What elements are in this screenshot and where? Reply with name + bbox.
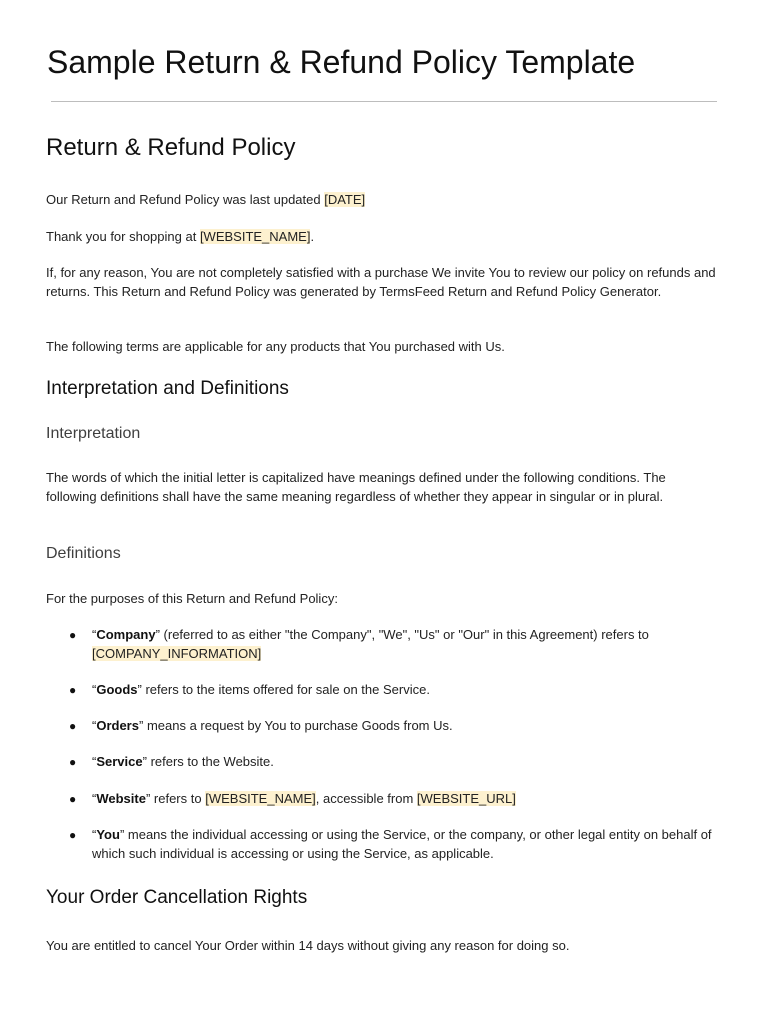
thanks-text: Thank you for shopping at [46,229,200,244]
website-name-placeholder: [WEBSITE_NAME] [199,229,311,244]
definition-term-you: You [96,827,120,842]
definition-middle-text-website: , accessible from [315,791,417,806]
date-placeholder: [DATE] [324,192,366,207]
website-name-placeholder: [WEBSITE_NAME] [205,791,316,806]
cancellation-heading: Your Order Cancellation Rights [46,887,308,908]
document-title: Sample Return & Refund Policy Template [47,44,636,80]
policy-heading: Return & Refund Policy [46,134,296,161]
open-quote: “ [92,791,97,806]
open-quote: “ [92,827,97,842]
definition-term-orders: Orders [96,718,139,733]
bullet-icon: ● [69,792,77,806]
definition-text-orders: means a request by You to purchase Goods from Us. [143,718,453,733]
definition-text-you: means the individual accessing or using the Service, or the company, or other legal entity on behalf of which such individual is accessing or using the Service, as applicable. [92,827,712,861]
terms-applicable-paragraph: The following terms are applicable for any products that You purchased with Us. [46,339,505,354]
last-updated-paragraph [46,191,718,210]
definition-term-company: Company [96,627,156,642]
close-quote: ” [142,754,147,769]
definitions-intro-paragraph: For the purposes of this Return and Refund Policy: [46,591,338,606]
close-quote: ” [119,827,125,842]
thanks-paragraph [46,228,718,247]
definition-item-goods [69,681,718,700]
definition-text-goods: refers to the items offered for sale on the Service. [141,682,430,697]
thanks-period: . [310,229,315,244]
website-url-placeholder: [WEBSITE_URL] [416,791,516,806]
open-quote: “ [92,718,97,733]
definition-item-company [69,626,718,663]
definition-text-website: refers to [150,791,206,806]
title-divider [51,101,717,102]
interpretation-definitions-heading: Interpretation and Definitions [46,378,289,399]
interpretation-heading: Interpretation [46,425,141,442]
bullet-icon: ● [69,755,77,769]
definition-item-orders [69,717,718,736]
definition-item-website [69,790,718,809]
company-information-placeholder: [COMPANY_INFORMATION] [92,645,262,661]
definition-item-service [69,753,718,772]
bullet-icon: ● [69,719,77,733]
open-quote: “ [92,682,97,697]
close-quote: ” [155,627,160,642]
close-quote: ” [137,682,142,697]
definition-term-website: Website [96,791,146,806]
definition-text-service: refers to the Website. [146,754,274,769]
definition-item-you [69,826,718,863]
definition-term-goods: Goods [96,682,138,697]
open-quote: “ [92,754,97,769]
interpretation-paragraph: The words of which the initial letter is capitalized have meanings defined under the following conditions. The following definitions shall have the same meaning regardless of whether they appear in singular or in plural. [46,470,666,504]
bullet-icon: ● [69,828,77,842]
last-updated-text: Our Return and Refund Policy was last updated [46,192,325,207]
open-quote: “ [92,627,97,642]
bullet-icon: ● [69,628,77,642]
bullet-icon: ● [69,683,77,697]
definition-term-service: Service [96,754,143,769]
cancellation-paragraph: You are entitled to cancel Your Order within 14 days without giving any reason for doing so. [46,938,570,953]
close-quote: ” [138,718,144,733]
definition-text-company: (referred to as either "the Company", "We", "Us" or "Our" in this Agreement) refers to [159,627,649,642]
definitions-heading: Definitions [46,545,121,562]
intro-paragraph: If, for any reason, You are not completely satisfied with a purchase We invite You to review our policy on refunds and returns. This Return and Refund Policy was generated by TermsFeed Return and Refund Policy Generator. [46,265,716,299]
close-quote: ” [145,791,151,806]
